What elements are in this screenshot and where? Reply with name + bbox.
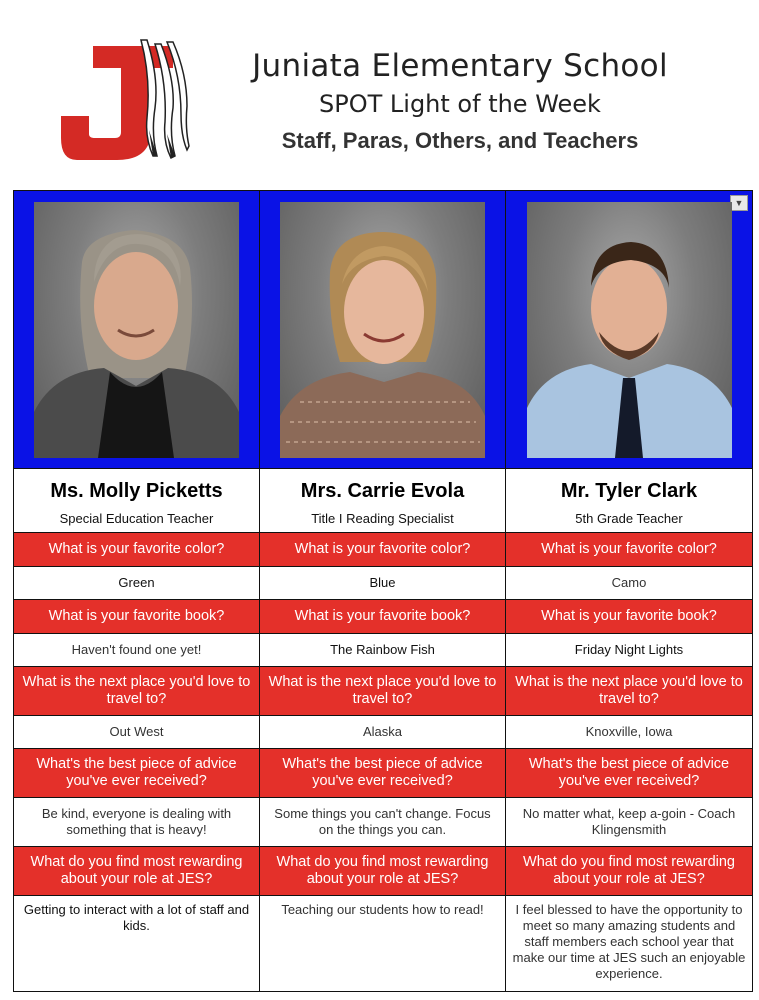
- chevron-down-icon[interactable]: ▼: [730, 195, 748, 211]
- question-cell: What's the best piece of advice you've ever received?: [14, 749, 260, 798]
- answer-row: [14, 716, 753, 749]
- staff-name-cell: [260, 469, 506, 533]
- answer-cell: Be kind, everyone is dealing with something that is heavy!: [14, 798, 260, 847]
- photo-cell: [14, 191, 260, 469]
- staff-photo: [34, 202, 239, 458]
- question-cell: What do you find most rewarding about your role at JES?: [14, 847, 260, 896]
- question-cell: What is your favorite color?: [260, 533, 506, 567]
- answer-cell: Camo: [506, 567, 753, 600]
- staff-photo: [527, 202, 732, 458]
- question-cell: What is your favorite color?: [506, 533, 753, 567]
- staff-table: [13, 190, 753, 992]
- question-cell: What's the best piece of advice you've ever received?: [506, 749, 753, 798]
- photo-cell: [506, 191, 753, 469]
- page-subtitle-2: Staff, Paras, Others, and Teachers: [281, 128, 639, 153]
- staff-name: Ms. Molly Picketts: [50, 479, 223, 502]
- answer-cell: Knoxville, Iowa: [506, 716, 753, 749]
- staff-role: 5th Grade Teacher: [575, 510, 683, 526]
- answer-cell: Some things you can't change. Focus on the things you can.: [260, 798, 506, 847]
- staff-name-cell: [506, 469, 753, 533]
- question-cell: What is the next place you'd love to travel to?: [506, 667, 753, 716]
- staff-name: Mrs. Carrie Evola: [300, 479, 465, 502]
- question-row: [14, 847, 753, 896]
- answer-cell: Friday Night Lights: [506, 634, 753, 667]
- answer-cell: Green: [14, 567, 260, 600]
- answer-cell: Teaching our students how to read!: [260, 896, 506, 992]
- question-cell: What is your favorite book?: [260, 600, 506, 634]
- answer-row: [14, 798, 753, 847]
- answer-cell: Blue: [260, 567, 506, 600]
- page-subtitle: SPOT Light of the Week: [319, 90, 601, 118]
- question-row: [14, 749, 753, 798]
- question-cell: What's the best piece of advice you've ever received?: [260, 749, 506, 798]
- question-row: [14, 533, 753, 567]
- school-name: Juniata Elementary School: [252, 48, 668, 84]
- question-row: [14, 667, 753, 716]
- question-cell: What do you find most rewarding about your role at JES?: [506, 847, 753, 896]
- answer-row: [14, 567, 753, 600]
- answer-cell: Getting to interact with a lot of staff and kids.: [14, 896, 260, 992]
- answer-cell: Alaska: [260, 716, 506, 749]
- answer-cell: Out West: [14, 716, 260, 749]
- staff-name: Mr. Tyler Clark: [560, 479, 698, 502]
- staff-role: Title I Reading Specialist: [311, 510, 454, 526]
- answer-cell: Haven't found one yet!: [14, 634, 260, 667]
- photo-cell: [260, 191, 506, 469]
- answer-cell: The Rainbow Fish: [260, 634, 506, 667]
- answer-row: [14, 634, 753, 667]
- photo-row: [14, 191, 753, 469]
- name-row: [14, 469, 753, 533]
- school-logo-icon: [55, 38, 190, 166]
- question-cell: What is the next place you'd love to travel to?: [14, 667, 260, 716]
- question-cell: What is the next place you'd love to travel to?: [260, 667, 506, 716]
- question-cell: What is your favorite color?: [14, 533, 260, 567]
- answer-cell: I feel blessed to have the opportunity to meet so many amazing students and staff members each school year that make our time at JES such an enjoyable experience.: [506, 896, 753, 992]
- answer-cell: No matter what, keep a-goin - Coach Klingensmith: [506, 798, 753, 847]
- staff-role: Special Education Teacher: [59, 510, 214, 526]
- question-cell: What do you find most rewarding about your role at JES?: [260, 847, 506, 896]
- answer-row: [14, 896, 753, 992]
- staff-name-cell: [14, 469, 260, 533]
- question-row: [14, 600, 753, 634]
- question-cell: What is your favorite book?: [506, 600, 753, 634]
- staff-photo: [280, 202, 485, 458]
- page-header: [0, 0, 759, 180]
- question-cell: What is your favorite book?: [14, 600, 260, 634]
